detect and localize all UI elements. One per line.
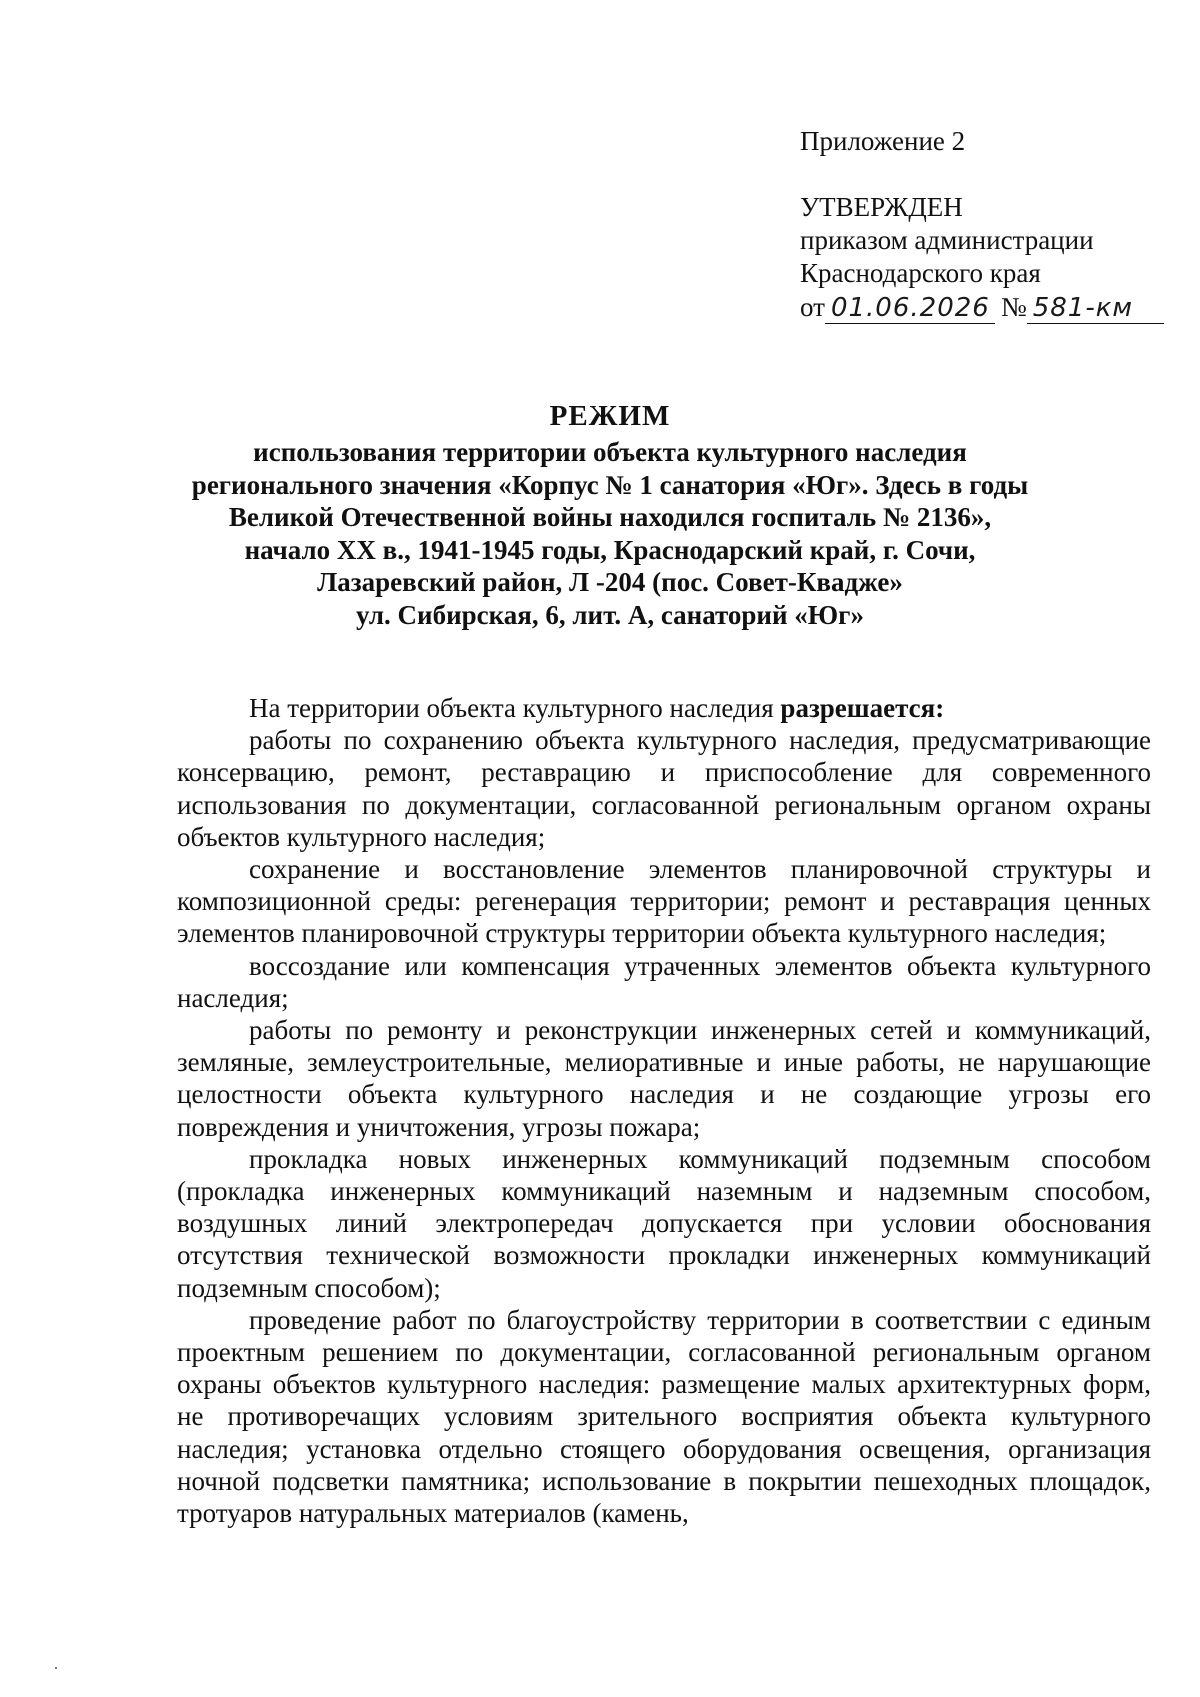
scan-speck — [55, 1667, 57, 1669]
title-line: Лазаревский район, Л -204 (пос. Совет-Квадже» — [317, 567, 903, 598]
appendix-label: Приложение 2 — [800, 126, 966, 156]
intro-emphasis: разрешается: — [780, 693, 945, 723]
document-title — [170, 398, 1050, 632]
number-prefix: № — [1000, 292, 1027, 322]
body-paragraph: сохранение и восстановление элементов планировочной структуры и композиционной среды: регенерация территории; ремонт и реставрация ценных элементов планировочной структуры территории объекта культурного наследия; — [177, 854, 1151, 949]
order-date-number-line — [800, 291, 1140, 324]
intro-text: На территории объекта культурного наследия — [249, 693, 781, 723]
title-main: РЕЖИМ — [549, 400, 671, 432]
body-paragraph: работы по сохранению объекта культурного наследия, предусматривающие консервацию, ремонт, реставрацию и приспособление для современного использования по документации, согласованной региональным органом охраны объектов культурного наследия; — [177, 725, 1151, 852]
title-line: Великой Отечественной войны находился госпиталь № 2136», — [228, 502, 992, 533]
document-body — [177, 692, 1151, 1529]
title-line: ул. Сибирская, 6, лит. А, санаторий «Юг» — [356, 599, 864, 630]
handwritten-order-number: 581-км — [1027, 293, 1164, 324]
approved-heading: УТВЕРЖДЕН — [800, 192, 963, 222]
approval-block — [800, 124, 1140, 324]
handwritten-date: 01.06.2026 — [825, 293, 995, 324]
title-line: использования территории объекта культурного наследия — [253, 437, 967, 467]
title-line: начало XX в., 1941-1945 годы, Краснодарский край, г. Сочи, — [244, 534, 976, 565]
approved-region-line: Краснодарского края — [800, 258, 1041, 288]
body-paragraph: работы по ремонту и реконструкции инженерных сетей и коммуникаций, земляные, землеустроительные, мелиоративные и иные работы, не нарушающие целостности объекта культурного наследия и не создающие угрозы его повреждения и уничтожения, угрозы пожара; — [177, 1015, 1151, 1142]
body-paragraph: прокладка новых инженерных коммуникаций подземным способом (прокладка инженерных коммуникаций наземным и надземным способом, воздушных линий электропередач допускается при условии обоснования отсутствия технической возможности прокладки инженерных коммуникаций подземным способом); — [177, 1143, 1151, 1303]
body-paragraph: проведение работ по благоустройству территории в соответствии с единым проектным решением по документации, согласованной региональным органом охраны объектов культурного наследия: размещение малых архитектурных форм, не противоречащих условиям зрительного восприятия объекта культурного наследия; установка отдельно стоящего оборудования освещения, организация ночной подсветки памятника; использование в покрытии пешеходных площадок, тротуаров натуральных материалов (камень, — [177, 1304, 1151, 1529]
approved-by-line: приказом администрации — [800, 225, 1094, 255]
body-paragraph: воссоздание или компенсация утраченных элементов объекта культурного наследия; — [177, 950, 1151, 1013]
intro-paragraph — [177, 692, 1151, 724]
title-line: регионального значения «Корпус № 1 санатория «Юг». Здесь в годы — [191, 469, 1029, 500]
date-prefix: от — [800, 292, 825, 322]
